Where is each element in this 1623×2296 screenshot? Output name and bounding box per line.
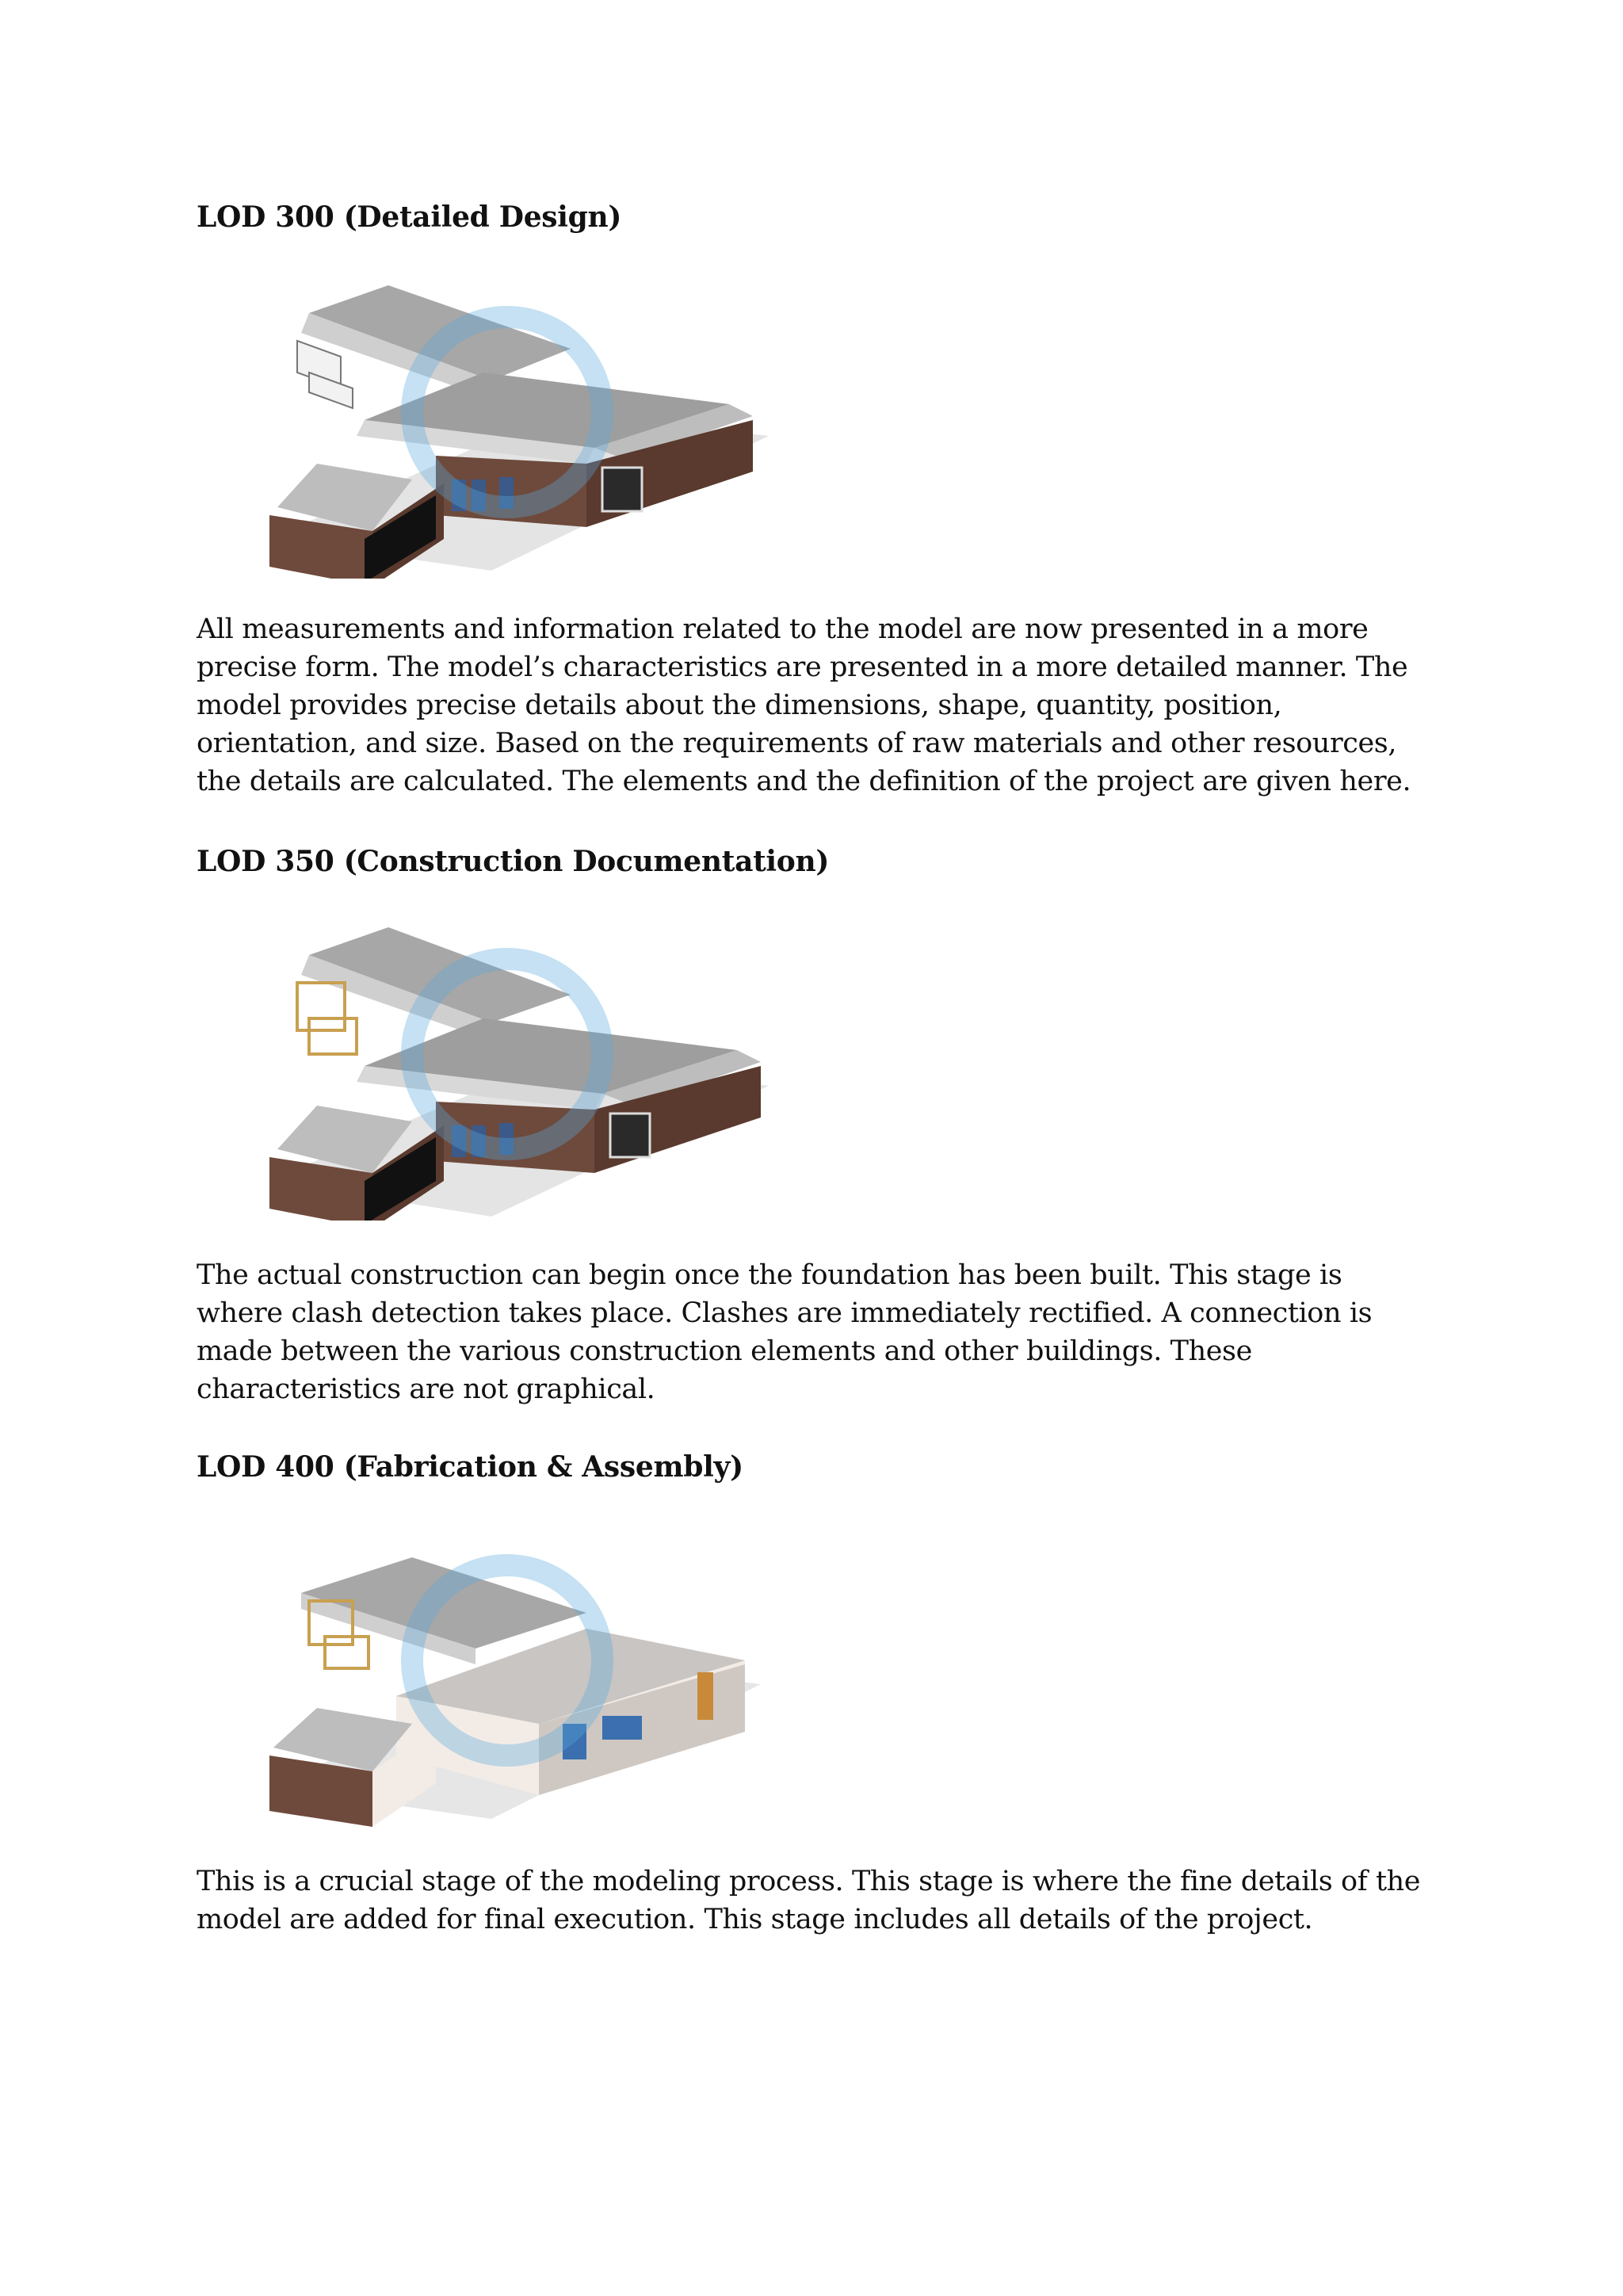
paragraph-line: model provides precise details about the dimensions, shape, quantity, position, xyxy=(197,690,1282,721)
lod-350-house-image xyxy=(254,919,777,1221)
paragraph-line: where clash detection takes place. Clashes are immediately rectified. A connection is xyxy=(197,1297,1373,1329)
paragraph-line: orientation, and size. Based on the requirements of raw materials and other resources, xyxy=(197,728,1397,759)
paragraph-line: The actual construction can begin once the foundation has been built. This stage is xyxy=(197,1259,1342,1291)
lod-300-house-image xyxy=(254,277,777,579)
section-heading-lod-350: LOD 350 (Construction Documentation) xyxy=(197,845,830,878)
section-heading-lod-400: LOD 400 (Fabrication & Assembly) xyxy=(197,1450,743,1484)
paragraph-line: made between the various construction elements and other buildings. These xyxy=(197,1335,1252,1367)
paragraph-line: This is a crucial stage of the modeling process. This stage is where the fine details of the xyxy=(197,1866,1421,1897)
section-paragraph-lod-300 xyxy=(197,610,1433,800)
house-illustration-lod-300 xyxy=(254,277,777,579)
paragraph-line: precise form. The model’s characteristics are presented in a more detailed manner. The xyxy=(197,651,1408,683)
section-heading-lod-300: LOD 300 (Detailed Design) xyxy=(197,201,622,234)
section-paragraph-lod-350 xyxy=(197,1256,1433,1408)
house-illustration-lod-400 xyxy=(254,1526,777,1827)
paragraph-line: model are added for final execution. This stage includes all details of the project. xyxy=(197,1904,1313,1935)
lod-400-house-image xyxy=(254,1526,777,1827)
paragraph-line: the details are calculated. The elements and the definition of the project are given here. xyxy=(197,766,1411,797)
paragraph-line: characteristics are not graphical. xyxy=(197,1373,655,1405)
section-paragraph-lod-400 xyxy=(197,1862,1433,1939)
paragraph-line: All measurements and information related to the model are now presented in a more xyxy=(197,613,1369,645)
house-illustration-lod-350 xyxy=(254,919,777,1221)
